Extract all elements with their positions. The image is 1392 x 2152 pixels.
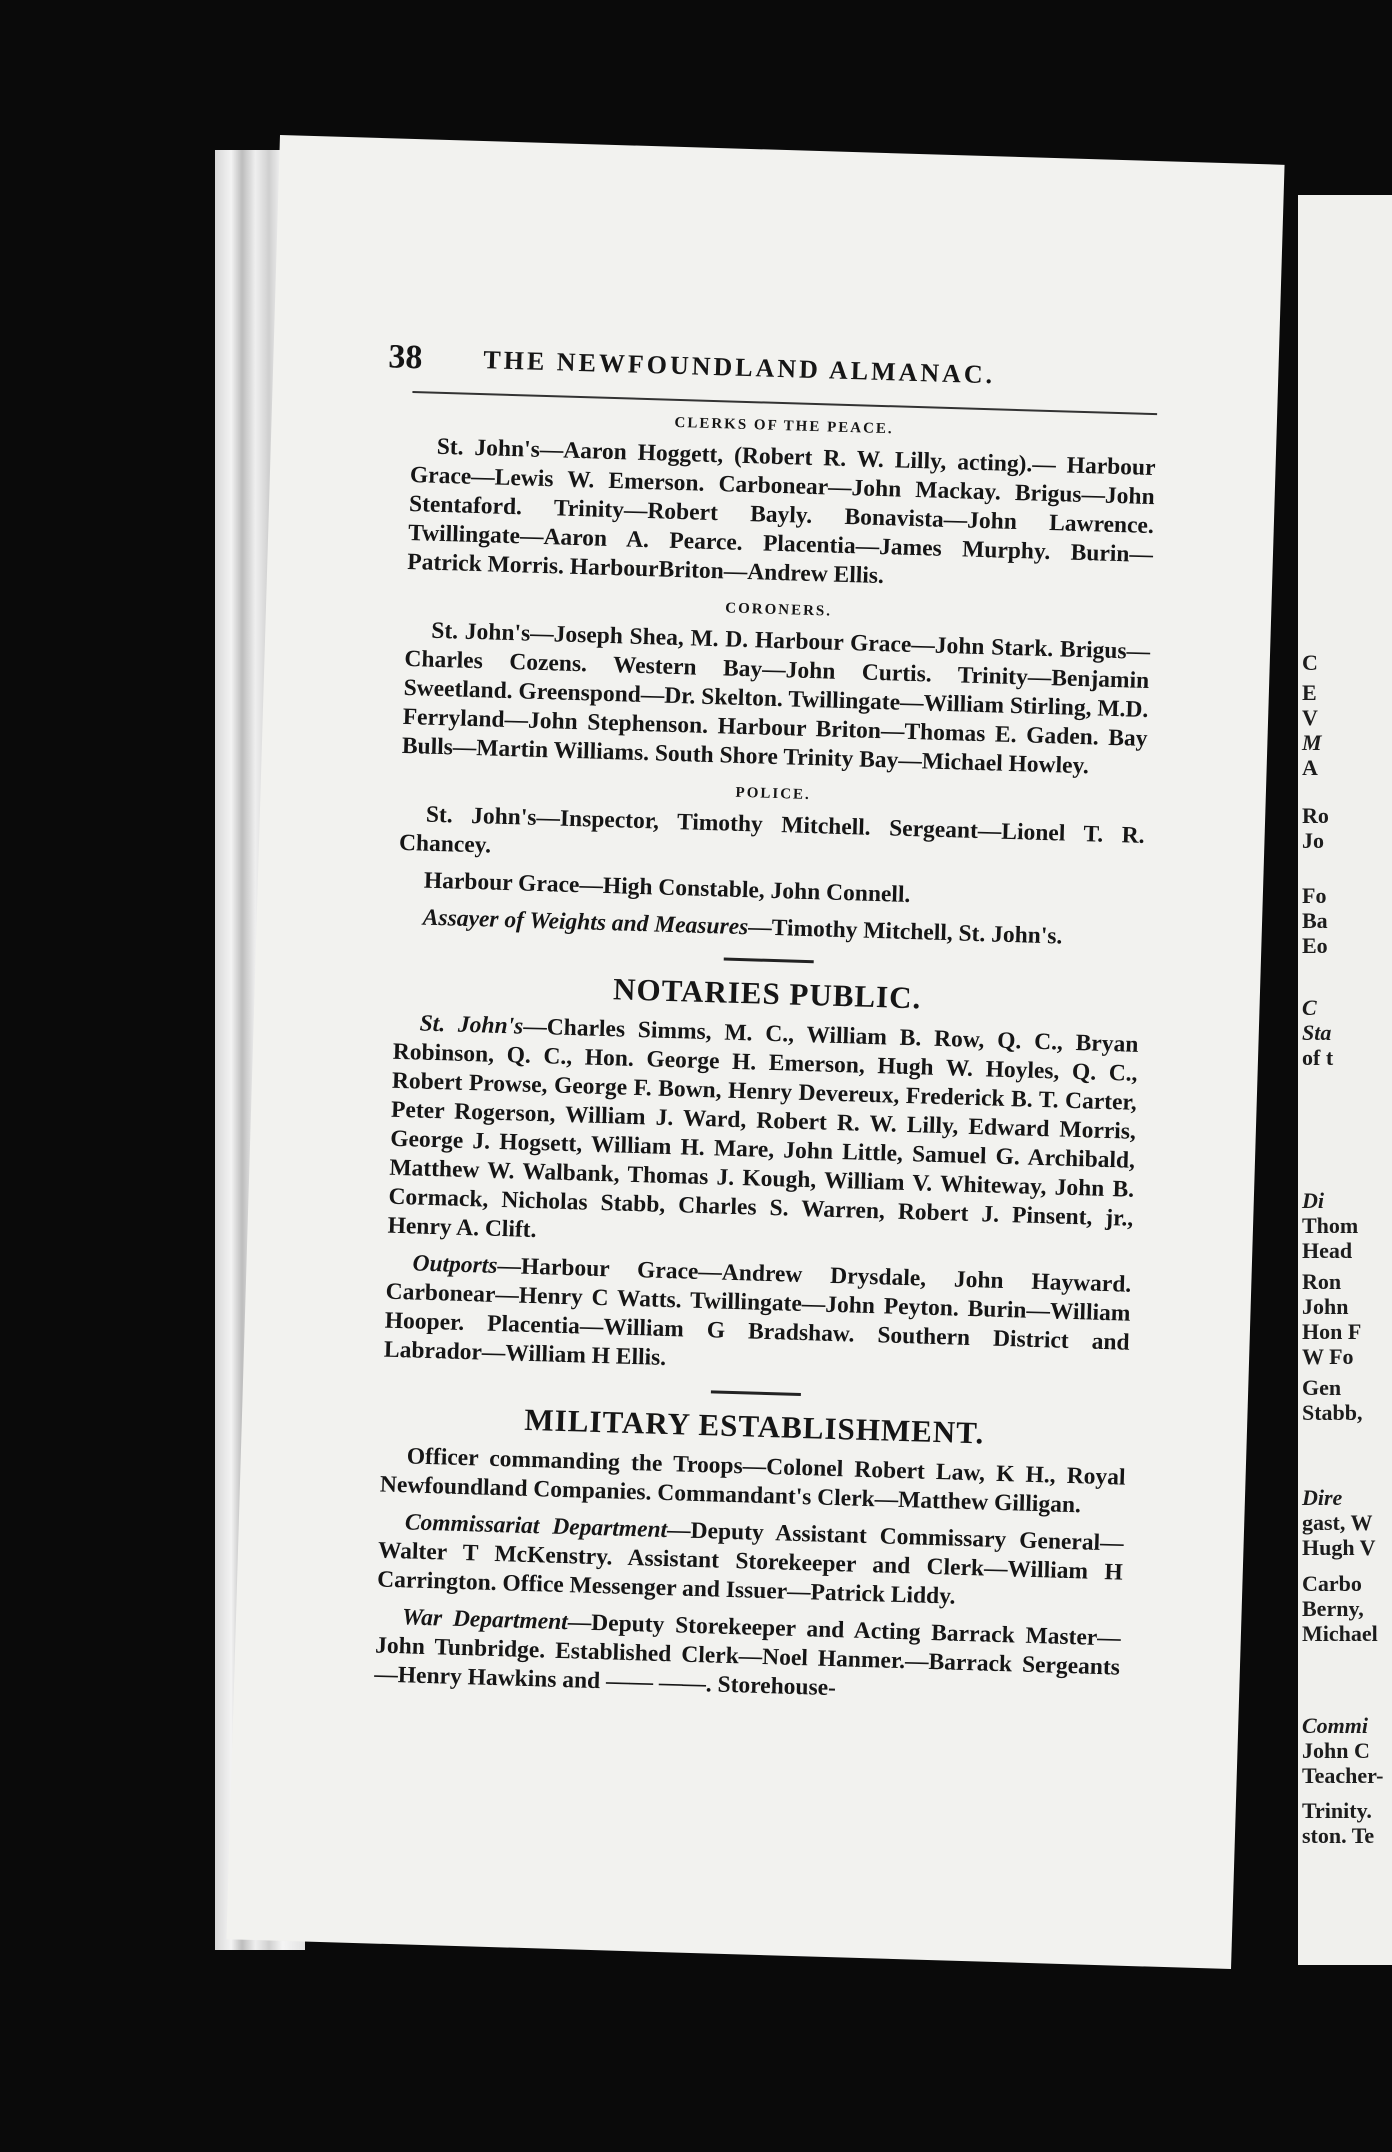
facing-fragment: John C — [1302, 1738, 1370, 1763]
italic-label: St. John's — [419, 1010, 524, 1040]
facing-fragment: W Fo — [1302, 1344, 1354, 1369]
facing-fragment: Commi — [1302, 1713, 1369, 1738]
section-heading: NOTARIES PUBLIC. — [612, 971, 922, 1016]
facing-fragment: Ron — [1302, 1269, 1342, 1294]
page-number: 38 — [387, 338, 424, 377]
paragraph — [387, 1009, 1139, 1263]
running-head — [387, 338, 1158, 415]
section-heading: CLERKS OF THE PEACE. — [674, 414, 894, 438]
section-heading: MILITARY ESTABLISHMENT. — [523, 1401, 985, 1451]
facing-fragment: Hugh V — [1302, 1535, 1376, 1560]
paragraph — [377, 1508, 1124, 1617]
page-title: THE NEWFOUNDLAND ALMANAC. — [482, 345, 996, 390]
section-coroners — [401, 591, 1151, 783]
italic-label: War Department — [401, 1604, 569, 1636]
facing-fragment: E — [1302, 680, 1317, 705]
paragraph-text: —Harbour Grace—Andrew Drysdale, John Hayward. Carbonear—Henry C Watts. Twillingate—John Peyton. Burin—William Hooper. Placentia—William G Bradshaw. Southern District and Labrador—William H Ellis. — [383, 1252, 1132, 1371]
facing-fragment: Stabb, — [1302, 1400, 1363, 1425]
facing-fragment: Di — [1302, 1188, 1324, 1213]
facing-fragment: Dire — [1302, 1485, 1343, 1510]
paragraph: Officer commanding the Troops—Colonel Robert Law, K H., Royal Newfoundland Companies. Commandant's Clerk—Matthew Gilligan. — [379, 1443, 1126, 1519]
facing-fragment: of t — [1302, 1045, 1334, 1070]
paragraph: St. John's—Aaron Hoggett, (Robert R. W. Lilly, acting).— Harbour Grace—Lewis W. Emerson. Carbonear—John Mackay. Brigus—John Stentaford. Trinity—Robert Bayly. Bonavista—John Lawrence. Twillingate—Aaron A. Pearce. Placentia—James Murphy. Burin—Patrick Morris. HarbourBriton—Andrew Ellis. — [407, 433, 1156, 590]
facing-fragment: Head — [1302, 1238, 1353, 1263]
section-clerks-of-the-peace — [407, 407, 1157, 599]
facing-fragment: Carbo — [1302, 1571, 1362, 1596]
facing-fragment: Thom — [1302, 1213, 1359, 1238]
paragraph: Harbour Grace—High Constable, John Connell. — [423, 867, 911, 909]
facing-fragment: Eo — [1302, 933, 1328, 958]
facing-fragment: Jo — [1302, 828, 1324, 853]
facing-fragment: Ro — [1302, 803, 1329, 828]
italic-label: Outports — [412, 1250, 498, 1279]
facing-fragment: Sta — [1302, 1020, 1332, 1045]
facing-fragment: M — [1302, 730, 1322, 755]
section-notaries-public — [384, 965, 1141, 1387]
section-divider — [710, 1390, 800, 1396]
facing-fragment: Michael — [1302, 1621, 1378, 1646]
facing-fragment: ston. Te — [1302, 1823, 1375, 1848]
italic-label: Commissariat Department — [404, 1509, 668, 1544]
paragraph-text: —Deputy Storekeeper and Acting Barrack Master—John Tunbridge. Established Clerk—Noel Hanmer.—Barrack Sergeants—Henry Hawkins and —— ——. Storehouse- — [373, 1609, 1122, 1702]
almanac-page — [226, 135, 1284, 1969]
paragraph-text: —Charles Simms, M. C., William B. Row, Q. C., Bryan Robinson, Q. C., Hon. George H. Emerson, Hugh W. Hoyles, Q. C., Robert Prowse, George F. Bown, Henry Devereux, Frederick B. T. Carter, Peter Rogerson, William J. Ward, Robert R. W. Lilly, Edward Morris, George J. Hogsett, William H. Mare, John Little, Samuel G. Archibald, Matthew W. Walbank, Thomas J. Kough, William V. Whiteway, John B. Cormack, Nicholas Stabb, Charles S. Warren, Robert J. Pinsent, jr., Henry A. Clift. — [387, 1013, 1139, 1244]
facing-fragment: Teacher- — [1302, 1763, 1384, 1788]
paragraph-text: —Timothy Mitchell, St. John's. — [747, 914, 1063, 950]
facing-page — [1298, 195, 1392, 1965]
italic-label: Assayer of Weights and Measures — [422, 904, 749, 941]
section-heading: CORONERS. — [725, 600, 833, 620]
facing-fragment: C — [1302, 650, 1318, 675]
facing-fragment: A — [1302, 755, 1318, 780]
facing-fragment: Berny, — [1302, 1596, 1364, 1621]
paragraph-text: —Deputy Assistant Commissary General—Walter T McKenstry. Assistant Storekeeper and Clerk—William H Carrington. Office Messenger and Issuer—Patrick Liddy. — [376, 1517, 1124, 1610]
facing-fragment: Gen — [1302, 1375, 1342, 1400]
facing-fragment: Hon F — [1302, 1319, 1362, 1344]
facing-fragment: C — [1302, 995, 1317, 1020]
section-police — [396, 775, 1145, 954]
facing-fragment: gast, W — [1302, 1510, 1373, 1535]
facing-fragment: Fo — [1302, 883, 1327, 908]
paragraph: St. John's—Joseph Shea, M. D. Harbour Grace—John Stark. Brigus—Charles Cozens. Western Bay—John Curtis. Trinity—Benjamin Sweetland. Greenspond—Dr. Skelton. Twillingate—William Stirling, M.D. Ferryland—John Stephenson. Harbour Briton—Thomas E. Gaden. Bay Bulls—Martin Williams. South Shore Trinity Bay—Michael Howley. — [401, 617, 1151, 780]
section-heading: POLICE. — [735, 784, 812, 804]
facing-fragment: John — [1302, 1294, 1349, 1319]
paragraph — [374, 1603, 1121, 1712]
page-content — [374, 339, 1159, 1712]
paragraph — [384, 1249, 1132, 1387]
facing-fragment: Ba — [1302, 908, 1328, 933]
paragraph: St. John's—Inspector, Timothy Mitchell. Sergeant—Lionel T. R. Chancey. — [398, 801, 1145, 859]
section-military-establishment — [374, 1398, 1127, 1712]
section-divider — [723, 958, 813, 964]
facing-fragment: Trinity. — [1302, 1798, 1372, 1823]
facing-fragment: V — [1302, 705, 1318, 730]
